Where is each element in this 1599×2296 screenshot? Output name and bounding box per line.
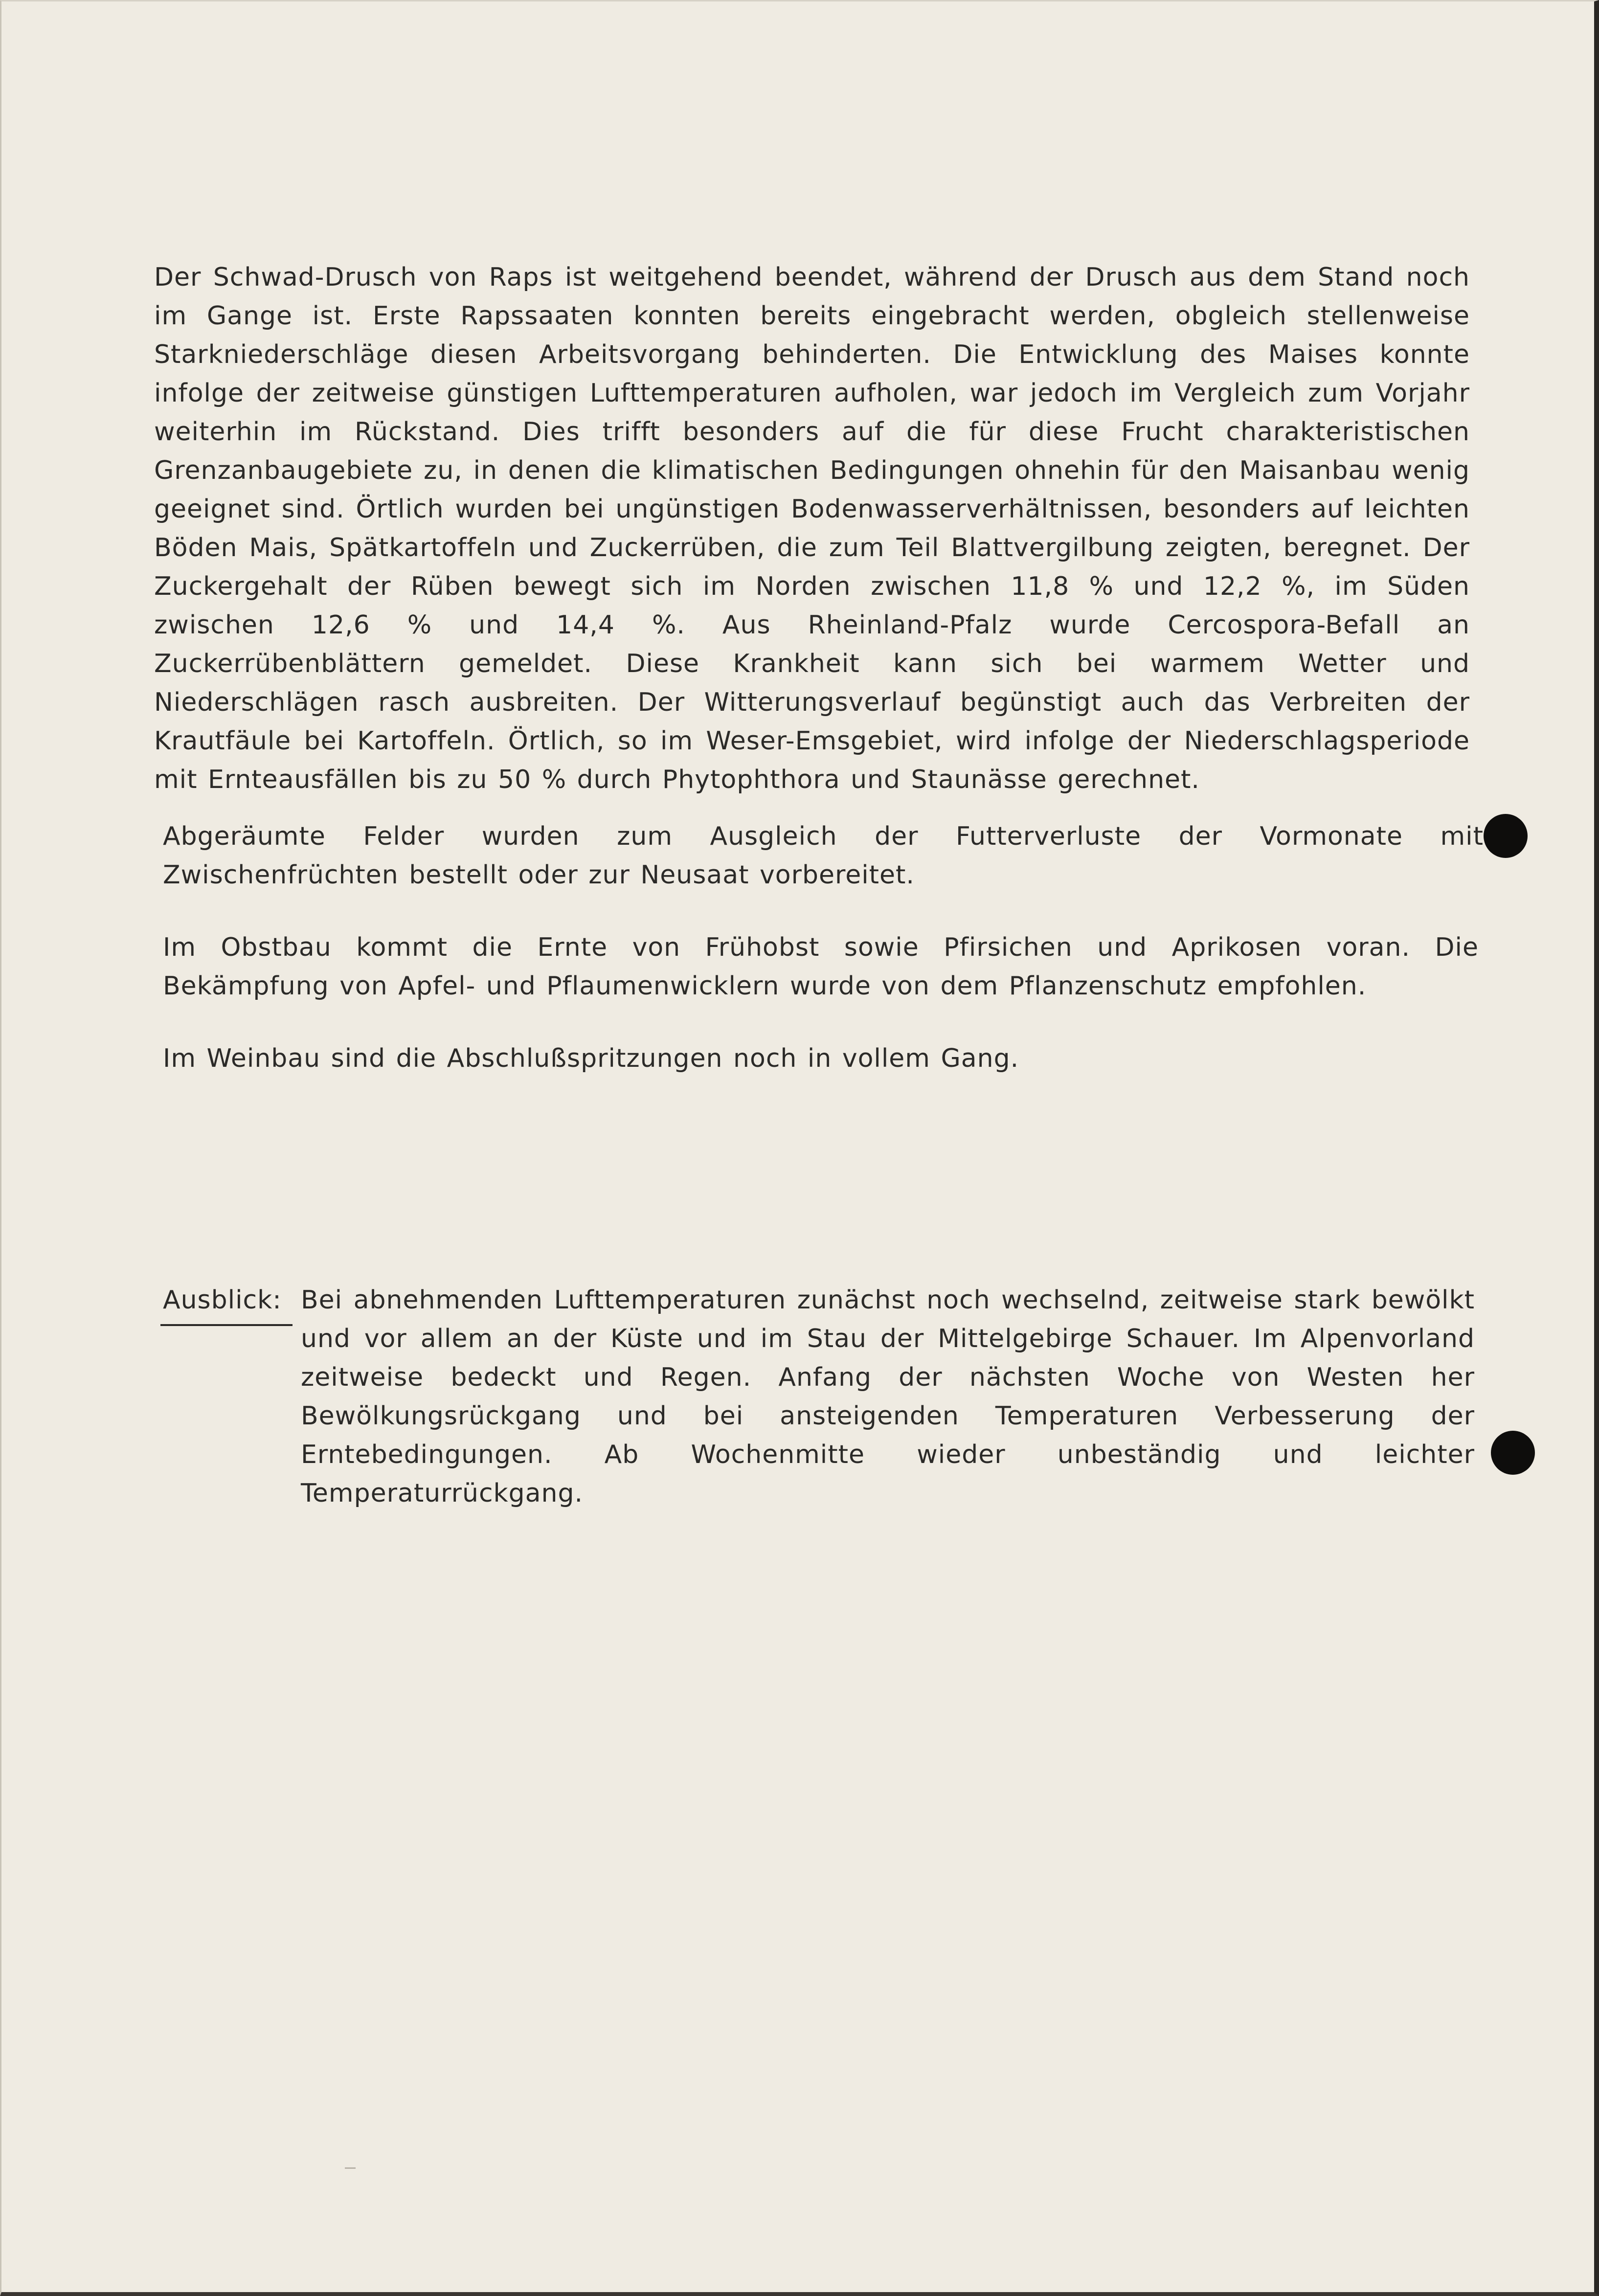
- outlook-label: Ausblick:: [163, 1285, 282, 1315]
- punch-hole-top: [1484, 814, 1528, 858]
- outlook-label-underline: [160, 1324, 293, 1326]
- punch-hole-bottom: [1491, 1431, 1535, 1475]
- paragraph-harvest-report: Der Schwad-Drusch von Raps ist weitgehend beendet, während der Drusch aus dem Stand noch im Gange ist. Erste Rapssaaten konnten bereits eingebracht werden, obgleich stellenweise Starkniederschläge diesen Arbeitsvorgang behinderten. Die Entwicklung des Maises konnte infolge der zeitweise günstigen Lufttemperaturen aufholen, war jedoch im Vergleich zum Vorjahr weiterhin im Rückstand. Dies trifft besonders auf die für diese Frucht charakteristischen Grenzanbaugebiete zu, in denen die klimatischen Bedingungen ohnehin für den Maisanbau wenig geeignet sind. Örtlich wurden bei ungünstigen Bodenwasserverhältnissen, besonders auf leichten Böden Mais, Spätkartoffeln und Zuckerrüben, die zum Teil Blattvergilbung zeigten, beregnet. Der Zuckergehalt der Rüben bewegt sich im Norden zwischen 11,8 % und 12,2 %, im Süden zwischen 12,6 % und 14,4 %. Aus Rheinland-Pfalz wurde Cercospora-Befall an Zuckerrübenblättern gemeldet. Diese Krankheit kann sich bei warmem Wetter und Niederschlägen rasch ausbreiten. Der Witterungsverlauf begünstigt auch das Verbreiten der Krautfäule bei Kartoffeln. Örtlich, so im Weser-Emsgebiet, wird infolge der Niederschlagsperiode mit Ernteausfällen bis zu 50 % durch Phytophthora und Staunässe gerechnet.: [154, 263, 1470, 794]
- paragraph-fruit-growing: Im Obstbau kommt die Ernte von Frühobst sowie Pfirsichen und Aprikosen voran. Die Bekämpfung von Apfel- und Pflaumenwicklern wurde von dem Pflanzenschutz empfohlen.: [163, 933, 1479, 1001]
- paper-speck: [345, 2167, 356, 2169]
- paragraph-viticulture: Im Weinbau sind die Abschlußspritzungen noch in vollem Gang.: [163, 1044, 1019, 1073]
- outlook-text: Bei abnehmenden Lufttemperaturen zunächst noch wechselnd, zeitweise stark bewölkt und vor allem an der Küste und im Stau der Mittelgebirge Schauer. Im Alpenvorland zeitweise bedeckt und Regen. Anfang der nächsten Woche von Westen her Bewölkungsrückgang und bei ansteigenden Temperaturen Verbesserung der Erntebedingungen. Ab Wochenmitte wieder unbeständig und leichter Temperaturrückgang.: [301, 1285, 1475, 1508]
- paragraph-cleared-fields: Abgeräumte Felder wurden zum Ausgleich der Futterverluste der Vormonate mit Zwischenfrüchten bestellt oder zur Neusaat vorbereitet.: [163, 822, 1484, 890]
